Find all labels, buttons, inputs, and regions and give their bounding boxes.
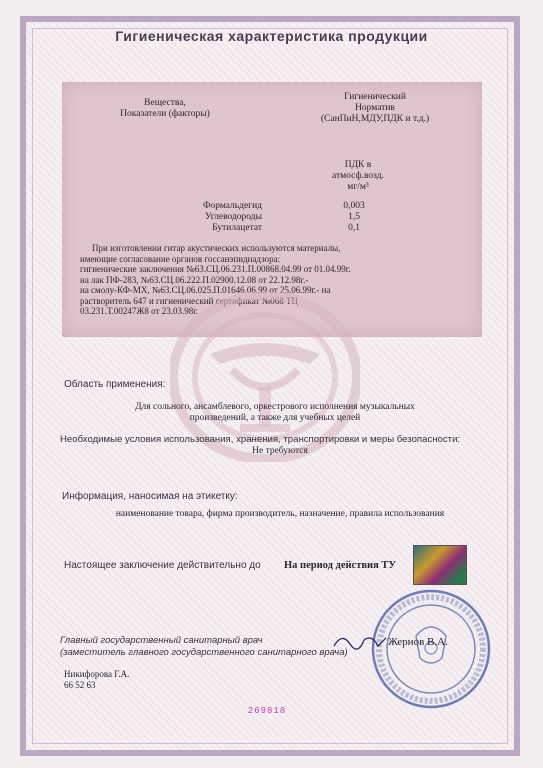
substance-value: 0,1 — [348, 223, 360, 233]
substance-name: Углеводороды — [204, 212, 262, 222]
norm-column-header: Гигиенический Норматив (СанПиН,МДУ,ПДК и т.д.) — [320, 92, 430, 124]
validity-text: На период действия ТУ — [284, 560, 397, 571]
substance-value: 0,003 — [343, 201, 365, 211]
conditions-label: Необходимые условия использования, хранения, транспортировки и меры безопасности: — [60, 434, 461, 445]
application-label: Область применения: — [64, 379, 166, 390]
handwritten-signature — [330, 628, 390, 654]
substance-name: Бутилацетат — [212, 223, 262, 233]
executor-name: Никифорова Г.А. — [64, 669, 130, 679]
executor-phone: 66 52 63 — [64, 680, 96, 690]
pdk-unit-header: ПДК в атмосф.возд. мг/м³ — [332, 160, 384, 192]
substance-value: 1,5 — [348, 212, 360, 222]
label-info-text: наименование товара, фирма производитель, назначение, правила использования — [115, 509, 445, 519]
substance-name: Формальдегид — [202, 201, 262, 211]
serial-number: 269818 — [247, 706, 287, 716]
substances-column-header: Вещества, Показатели (факторы) — [120, 98, 210, 119]
materials-note: При изготовлении гитар акустических используются материалы, имеющие согласование органов госсанэпиднадзора: гигиенические заключения №63.СЦ.06.231.П.00868.04.99 от 01.04.99г. на лак ПФ-283, №63.СЦ.06.222.П.02900.12.08 от 22.12.98г.- на смолу-КФ-МХ, №63.СЦ.06.025.П.01646.06.99 от 25.06.99г.- на растворитель 647 и гигиенический сертификат №068 ТЦ 03.231.Т.00247Ж8 от 23.03.98г. — [80, 243, 351, 316]
chief-doctor-title: Главный государственный санитарный врач — [60, 635, 263, 646]
validity-label: Настоящее заключение действительно до — [64, 560, 261, 571]
signer-name: Жернов В.А. — [388, 636, 448, 648]
label-info-label: Информация, наносимая на этикетку: — [62, 491, 238, 502]
conditions-text: Не требуются — [252, 446, 308, 456]
deputy-doctor-title: (заместитель главного государственного санитарного врача) — [60, 647, 348, 658]
application-text: Для сольного, ансамблевого, оркестрового исполнения музыкальных произведений, а также для учебных целей — [135, 402, 415, 423]
hologram-sticker — [413, 545, 467, 585]
document-title: Гигиеническая характеристика продукции — [115, 28, 428, 44]
